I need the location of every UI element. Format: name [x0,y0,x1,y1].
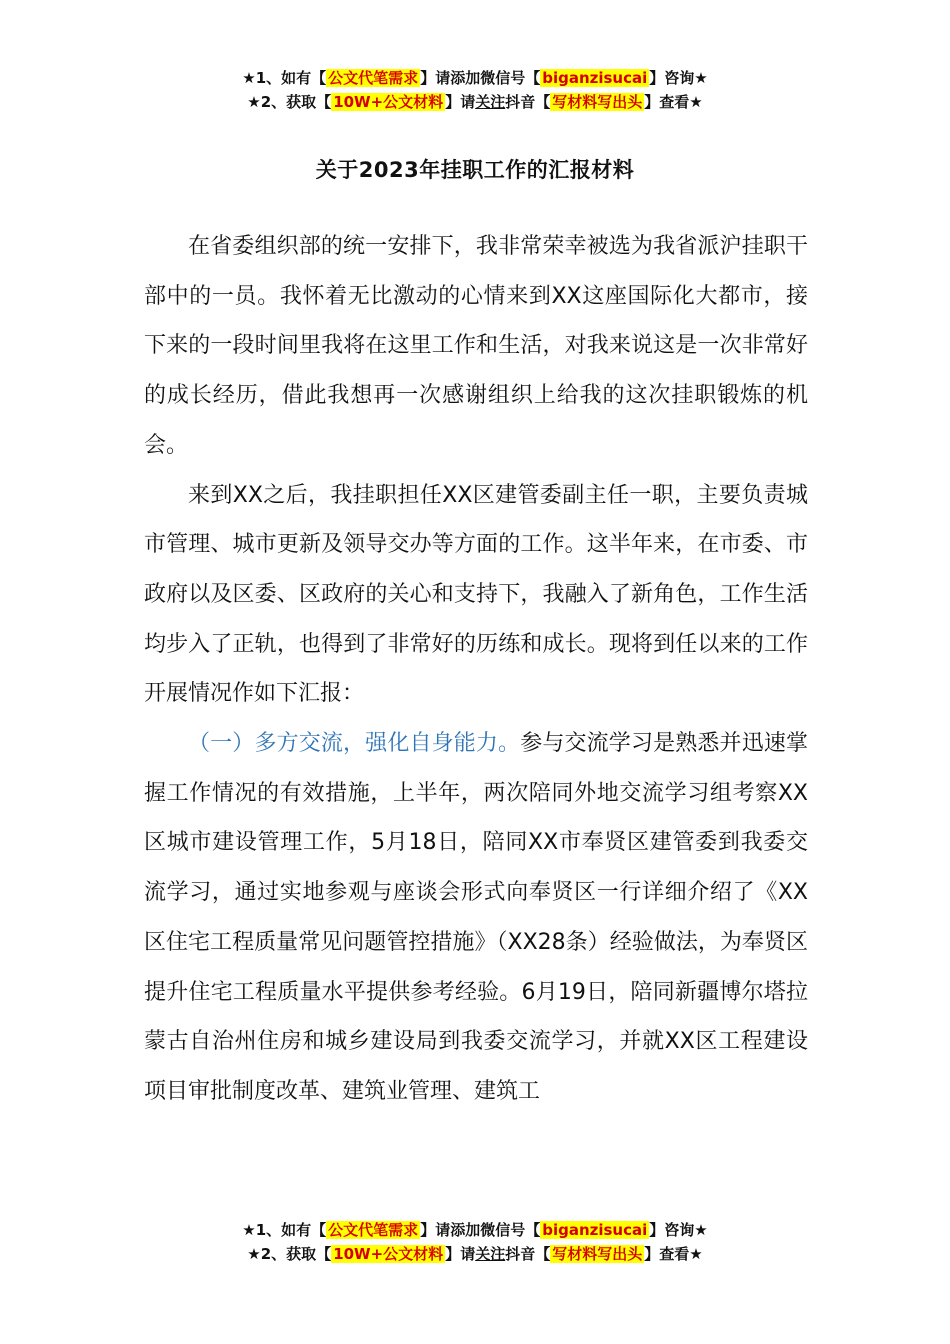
banner-text: 】请添加微信号【 [420,69,541,87]
banner-line-1 [0,66,950,90]
highlight-service: 公文代笔需求 [328,1221,419,1239]
banner-text: 】请 [445,1245,476,1263]
underlined-follow: 关注 [475,93,506,111]
highlight-wechat-id: biganzisucai [542,69,648,87]
highlight-wechat-id: biganzisucai [542,1221,648,1239]
document-body [144,222,808,1117]
banner-text: 】请 [445,93,476,111]
paragraph-1: 在省委组织部的统一安排下，我非常荣幸被选为我省派沪挂职干部中的一员。我怀着无比激动的心情来到XX这座国际化大都市，接下来的一段时间里我将在这里工作和生活，对我来说这是一次非常好的成长经历，借此我想再一次感谢组织上给我的这次挂职锻炼的机会。 [144,234,808,458]
highlight-service: 公文代笔需求 [328,69,419,87]
banner-text: 】咨询★ [649,69,708,87]
highlight-account: 写材料写出头 [552,1245,643,1263]
banner-text: 】查看★ [644,1245,703,1263]
header-banner [0,66,950,114]
section-text-1: 参与交流学习是熟悉并迅速掌握工作情况的有效措施，上半年，两次陪同外地交流学习组考察XX区城市建设管理工作，5月18日，陪同XX市奉贤区建管委到我委交流学习，通过实地参观与座谈会形式向奉贤区一行详细介绍了《XX区住宅工程质量常见问题管控措施》（XX28条）经验做法，为奉贤区提升住宅工程质量水平提供参考经验。6月19日，陪同新疆博尔塔拉蒙古自治州住房和城乡建设局到我委交流学习，并就XX区工程建设项目审批制度改革、建筑业管理、建筑工 [144,731,808,1104]
paragraph-section-1 [144,719,808,1117]
paragraph-2: 来到XX之后，我挂职担任XX区建管委副主任一职，主要负责城市管理、城市更新及领导交办等方面的工作。这半年来，在市委、市政府以及区委、区政府的关心和支持下，我融入了新角色，工作生活均步入了正轨，也得到了非常好的历练和成长。现将到任以来的工作开展情况作如下汇报： [144,482,808,707]
banner-line-1 [0,1218,950,1242]
footer-banner [0,1218,950,1266]
banner-text: 抖音【 [505,1245,551,1263]
banner-text: ★1、如有【 [242,1221,327,1239]
banner-text: 抖音【 [505,93,551,111]
banner-text: ★2、获取【 [247,1245,332,1263]
underlined-follow: 关注 [475,1245,506,1263]
document-title: 关于2023年挂职工作的汇报材料 [315,158,635,182]
banner-text: ★2、获取【 [247,93,332,111]
banner-text: 】查看★ [644,93,703,111]
banner-line-2 [0,90,950,114]
banner-text: 】请添加微信号【 [420,1221,541,1239]
banner-text: 】咨询★ [649,1221,708,1239]
banner-text: ★1、如有【 [242,69,327,87]
highlight-materials: 10W+公文材料 [333,1245,444,1263]
section-heading-1: （一）多方交流，强化自身能力。 [188,731,521,757]
banner-line-2 [0,1242,950,1266]
highlight-materials: 10W+公文材料 [333,93,444,111]
highlight-account: 写材料写出头 [552,93,643,111]
